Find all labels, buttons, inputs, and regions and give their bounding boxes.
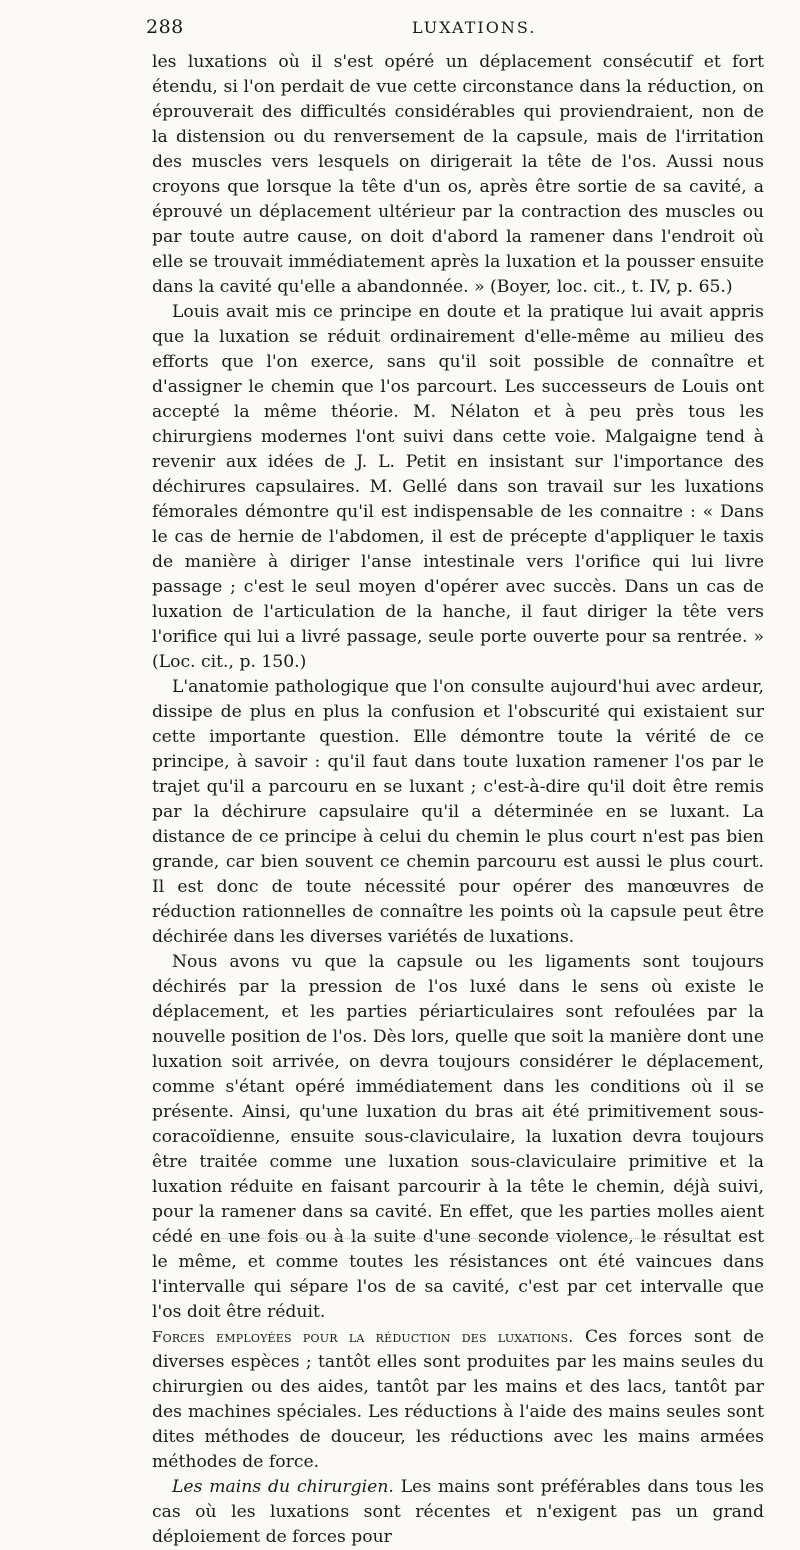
paragraph-6 — [152, 1475, 764, 1550]
running-title: LUXATIONS. — [412, 18, 537, 37]
paragraph-5-text: Ces forces sont de diverses espèces ; tantôt elles sont produites par les mains seules du chirurgien ou des aides, tantôt par les mains et des lacs, tantôt par des machines spéciales. Les réductions à l'aide des mains seules sont dites méthodes de douceur, les réductions avec les mains armées méthodes de force. — [152, 1327, 764, 1472]
paragraph-1: les luxations où il s'est opéré un déplacement consécutif et fort étendu, si l'on perdait de vue cette circonstance dans la réduction, on éprouverait des difficultés considérables qui proviendraient, non de la distension ou du renversement de la capsule, mais de l'irritation des muscles vers lesquels on dirigerait la tête de l'os. Aussi nous croyons que lorsque la tête d'un os, après être sortie de sa cavité, a éprouvé un déplacement ultérieur par la contraction des muscles ou par toute autre cause, on doit d'abord la ramener dans l'endroit où elle se trouvait immédiatement après la luxation et la pousser ensuite dans la cavité qu'elle a abandonnée. » (Boyer, loc. cit., t. IV, p. 65.) — [152, 52, 764, 297]
section-heading-mains: Les mains du chirurgien. — [172, 1477, 394, 1497]
paragraph-4: Nous avons vu que la capsule ou les ligaments sont toujours déchirés par la pression de l'os luxé dans le sens où existe le déplacement, et les parties périarticulaires sont refoulées par la nouvelle position de l'os. Dès lors, quelle que soit la manière dont une luxation soit arrivée, on devra toujours considérer le déplacement, comme s'étant opéré immédiatement dans les conditions où il se présente. Ainsi, qu'une luxation du bras ait été primitivement sous-coracoïdienne, ensuite sous-claviculaire, la luxation devra toujours être traitée comme une luxation sous-claviculaire primitive et la luxation réduite en faisant parcourir à la tête le chemin, déjà suivi, pour la ramener dans sa cavité. En effet, que les parties molles aient cédé en une fois ou à la suite d'une seconde violence, le résultat est le même, et comme toutes les résistances ont été vaincues dans l'intervalle qui sépare l'os de sa cavité, c'est par cet intervalle que l'os doit être réduit. — [152, 952, 765, 1322]
footer-rule — [210, 1238, 710, 1240]
body-text — [152, 50, 764, 1550]
paragraph-2: Louis avait mis ce principe en doute et la pratique lui avait appris que la luxation se réduit ordinairement d'elle-même au milieu des efforts que l'on exerce, sans qu'il soit possible de connaître et d'assigner le chemin que l'os parcourt. Les successeurs de Louis ont accepté la même théorie. M. Nélaton et à peu près tous les chirurgiens modernes l'ont suivi dans cette voie. Malgaigne tend à revenir aux idées de J. L. Petit en insistant sur l'importance des déchirures capsulaires. M. Gellé dans son travail sur les luxations fémorales démontre qu'il est indispensable de les connaitre : « Dans le cas de hernie de l'abdomen, il est de précepte d'appliquer le taxis de manière à diriger l'anse intestinale vers l'orifice qui lui livre passage ; c'est le seul moyen d'opérer avec succès. Dans un cas de luxation de l'articulation de la hanche, il faut diriger la tête vers l'orifice qui lui a livré passage, seule porte ouverte pour sa rentrée. » (Loc. cit., p. 150.) — [152, 302, 764, 672]
page-header — [146, 16, 752, 46]
paragraph-5 — [152, 1325, 764, 1475]
page-number: 288 — [146, 16, 184, 38]
paragraph-6-text: Les mains sont préférables dans tous les cas où les luxations sont récentes et n'exigent pas un grand déploiement de forces pour — [152, 1477, 764, 1547]
paragraph-3: L'anatomie pathologique que l'on consulte aujourd'hui avec ardeur, dissipe de plus en plus la confusion et l'obscurité qui existaient sur cette importante question. Elle démontre toute la vérité de ce principe, à savoir : qu'il faut dans toute luxation ramener l'os par le trajet qu'il a parcouru en se luxant ; c'est-à-dire qu'il doit être remis par la déchirure capsulaire qu'il a déterminée en se luxant. La distance de ce principe à celui du chemin le plus court n'est pas bien grande, car bien souvent ce chemin parcouru est aussi le plus court. Il est donc de toute nécessité pour opérer des manœuvres de réduction rationnelles de connaître les points où la capsule peut être déchirée dans les diverses variétés de luxations. — [152, 677, 764, 947]
section-heading-forces: Forces employées pour la réduction des luxations. — [152, 1328, 574, 1346]
